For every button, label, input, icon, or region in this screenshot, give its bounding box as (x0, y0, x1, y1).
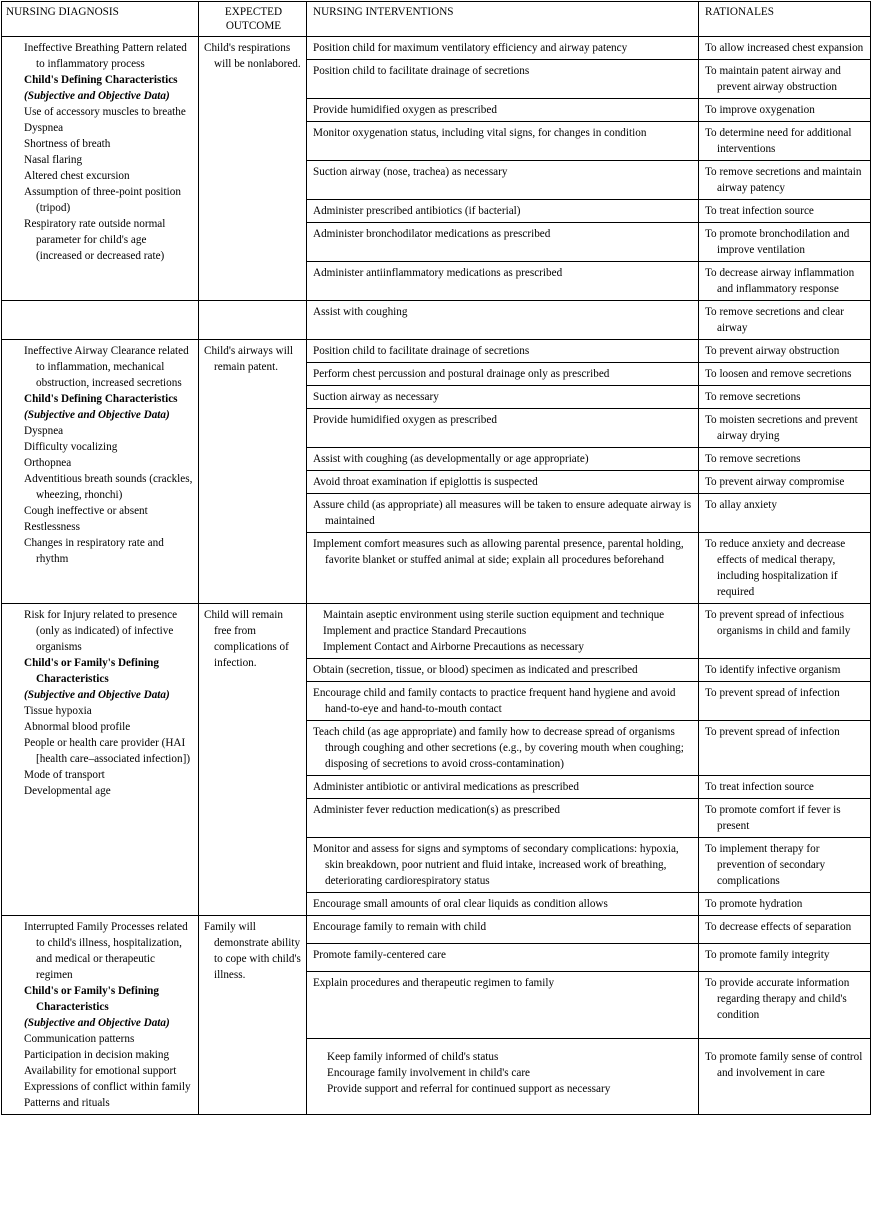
rationale-cell (699, 916, 871, 944)
dc-item: Dyspnea (24, 122, 64, 134)
intervention-text: Assure child (as appropriate) all measures will be taken to ensure adequate airway is maintained (313, 499, 692, 527)
dc-item: Orthopnea (24, 457, 72, 469)
rationale-cell (699, 37, 871, 60)
rationale-text: To promote family sense of control and involvement in care (705, 1051, 863, 1080)
rationale-text: To treat infection source (705, 781, 814, 793)
empty-cell (2, 301, 199, 340)
rationale-text: To promote family integrity (705, 949, 830, 962)
rationale-text: To treat infection source (705, 205, 814, 217)
rationale-cell (699, 604, 871, 659)
rationale-cell (699, 838, 871, 893)
dc-item: Dyspnea (24, 425, 64, 437)
table-row (2, 301, 871, 340)
rationale-cell (699, 1039, 871, 1115)
outcome-text: Child's respirations will be nonlabored. (204, 42, 301, 70)
rationale-cell (699, 682, 871, 721)
intervention-cell (307, 386, 699, 409)
diagnosis-cell (2, 340, 199, 604)
header-interventions: NURSING INTERVENTIONS (307, 2, 699, 37)
intervention-text: Provide humidified oxygen as prescribed (313, 414, 497, 426)
table-row (2, 340, 871, 363)
intervention-text: Obtain (secretion, tissue, or blood) specimen as indicated and prescribed (313, 664, 638, 676)
dc-item: Respiratory rate outside normal parameter for child's age (increased or decreased rate) (24, 218, 166, 262)
rationale-text: To improve oxygenation (705, 104, 815, 116)
diagnosis-title: Interrupted Family Processes related to child's illness, hospitalization, and medical or therapeutic regimen (24, 921, 188, 981)
dc-sub: (Subjective and Objective Data) (24, 409, 170, 421)
intervention-cell (307, 223, 699, 262)
outcome-cell (199, 340, 307, 604)
dc-item: Use of accessory muscles to breathe (24, 106, 186, 118)
rationale-text: To decrease effects of separation (705, 921, 852, 933)
header-rationales: RATIONALES (699, 2, 871, 37)
rationale-text: To promote comfort if fever is present (705, 804, 841, 832)
intervention-cell (307, 301, 699, 340)
intervention-text: Implement comfort measures such as allowing parental presence, parental holding, favorite blanket or stuffed animal at side; explain all procedures beforehand (313, 538, 684, 566)
rationale-cell (699, 122, 871, 161)
rationale-text: To loosen and remove secretions (705, 368, 852, 380)
rationale-text: To remove secretions and clear airway (705, 306, 844, 334)
intervention-subitem: Encourage family involvement in child's care (327, 1067, 531, 1080)
nursing-care-plan-table (1, 1, 871, 1115)
dc-item: Nasal flaring (24, 154, 83, 166)
intervention-cell (307, 200, 699, 223)
intervention-text: Assist with coughing (as developmentally or age appropriate) (313, 453, 589, 465)
rationale-cell (699, 972, 871, 1039)
dc-item: Developmental age (24, 785, 111, 797)
intervention-cell (307, 604, 699, 659)
rationale-cell (699, 776, 871, 799)
intervention-cell (307, 340, 699, 363)
intervention-cell (307, 916, 699, 944)
intervention-text: Encourage small amounts of oral clear liquids as condition allows (313, 898, 608, 910)
diagnosis-title: Ineffective Breathing Pattern related to inflammatory process (24, 42, 187, 70)
intervention-text: Perform chest percussion and postural drainage only as prescribed (313, 368, 610, 380)
intervention-cell (307, 944, 699, 972)
rationale-cell (699, 721, 871, 776)
rationale-text: To implement therapy for prevention of secondary complications (705, 843, 826, 887)
rationale-cell (699, 494, 871, 533)
intervention-subitem: Implement Contact and Airborne Precautions as necessary (323, 641, 584, 653)
outcome-text: Child will remain free from complications of infection. (204, 609, 289, 669)
rationale-text: To remove secretions (705, 391, 801, 403)
intervention-text: Administer prescribed antibiotics (if bacterial) (313, 205, 521, 217)
intervention-text: Suction airway as necessary (313, 391, 439, 403)
diagnosis-cell (2, 916, 199, 1115)
rationale-text: To prevent spread of infectious organisms in child and family (705, 609, 851, 637)
rationale-text: To remove secretions (705, 453, 801, 465)
rationale-text: To maintain patent airway and prevent airway obstruction (705, 65, 841, 93)
intervention-cell (307, 838, 699, 893)
intervention-subitem: Maintain aseptic environment using sterile suction equipment and technique (323, 609, 665, 621)
rationale-text: To decrease airway inflammation and inflammatory response (705, 267, 855, 295)
intervention-cell (307, 262, 699, 301)
dc-item: Patterns and rituals (24, 1097, 110, 1109)
intervention-cell (307, 721, 699, 776)
intervention-text: Encourage child and family contacts to practice frequent hand hygiene and avoid hand-to-eye and hand-to-mouth contact (313, 687, 676, 715)
empty-cell (199, 301, 307, 340)
dc-item: Cough ineffective or absent (24, 505, 148, 517)
rationale-cell (699, 799, 871, 838)
intervention-text: Teach child (as age appropriate) and family how to decrease spread of organisms through coughing and other secretions (e.g., by covering mouth when coughing; disposing of secretions to avoid cross-contamination) (313, 726, 684, 770)
table-row (2, 604, 871, 659)
dc-item: Difficulty vocalizing (24, 441, 118, 453)
intervention-text: Position child to facilitate drainage of secretions (313, 345, 530, 357)
intervention-cell (307, 893, 699, 916)
dc-item: Availability for emotional support (24, 1065, 177, 1077)
header-row (2, 2, 871, 37)
intervention-cell (307, 659, 699, 682)
rationale-text: To prevent airway obstruction (705, 345, 840, 357)
header-diagnosis: NURSING DIAGNOSIS (2, 2, 199, 37)
intervention-cell (307, 99, 699, 122)
rationale-text: To moisten secretions and prevent airway drying (705, 414, 858, 442)
rationale-cell (699, 363, 871, 386)
intervention-cell (307, 799, 699, 838)
intervention-cell (307, 533, 699, 604)
intervention-text: Administer fever reduction medication(s) as prescribed (313, 804, 560, 816)
intervention-cell (307, 409, 699, 448)
dc-item: Changes in respiratory rate and rhythm (24, 537, 164, 565)
rationale-cell (699, 340, 871, 363)
dc-sub: (Subjective and Objective Data) (24, 689, 170, 701)
dc-item: Communication patterns (24, 1033, 135, 1045)
table-row (2, 37, 871, 60)
rationale-cell (699, 223, 871, 262)
dc-label: Child's Defining Characteristics (24, 393, 178, 405)
intervention-text: Promote family-centered care (313, 949, 446, 962)
rationale-text: To promote hydration (705, 898, 803, 910)
rationale-cell (699, 60, 871, 99)
table-row (2, 916, 871, 944)
rationale-cell (699, 471, 871, 494)
dc-item: Abnormal blood profile (24, 721, 131, 733)
rationale-cell (699, 448, 871, 471)
rationale-cell (699, 659, 871, 682)
rationale-cell (699, 200, 871, 223)
rationale-cell (699, 386, 871, 409)
intervention-cell (307, 972, 699, 1039)
rationale-cell (699, 262, 871, 301)
rationale-text: To allow increased chest expansion (705, 42, 864, 54)
dc-item: Shortness of breath (24, 138, 111, 150)
outcome-cell (199, 916, 307, 1115)
intervention-cell (307, 471, 699, 494)
intervention-text: Position child for maximum ventilatory efficiency and airway patency (313, 42, 628, 54)
intervention-cell (307, 776, 699, 799)
intervention-cell (307, 363, 699, 386)
rationale-text: To determine need for additional interventions (705, 127, 852, 155)
dc-label: Child's Defining Characteristics (24, 74, 178, 86)
rationale-cell (699, 161, 871, 200)
rationale-text: To prevent spread of infection (705, 726, 840, 738)
rationale-text: To prevent spread of infection (705, 687, 840, 699)
rationale-text: To reduce anxiety and decrease effects of medical therapy, including hospitalization if required (705, 538, 846, 598)
intervention-cell (307, 60, 699, 99)
outcome-text: Child's airways will remain patent. (204, 345, 294, 373)
rationale-cell (699, 409, 871, 448)
dc-label: Child's or Family's Defining Characteristics (24, 657, 159, 685)
rationale-text: To prevent airway compromise (705, 476, 845, 488)
intervention-cell (307, 37, 699, 60)
dc-item: People or health care provider (HAI [health care–associated infection]) (24, 737, 191, 765)
rationale-text: To provide accurate information regarding therapy and child's condition (705, 977, 850, 1022)
rationale-cell (699, 99, 871, 122)
rationale-text: To identify infective organism (705, 664, 841, 676)
dc-item: Participation in decision making (24, 1049, 170, 1061)
outcome-cell (199, 37, 307, 301)
rationale-text: To allay anxiety (705, 499, 777, 511)
intervention-cell (307, 494, 699, 533)
rationale-cell (699, 893, 871, 916)
intervention-cell (307, 682, 699, 721)
dc-item: Tissue hypoxia (24, 705, 92, 717)
intervention-subitem: Keep family informed of child's status (327, 1051, 499, 1064)
intervention-cell (307, 122, 699, 161)
dc-item: Adventitious breath sounds (crackles, wheezing, rhonchi) (24, 473, 193, 501)
rationale-cell (699, 301, 871, 340)
intervention-cell (307, 448, 699, 471)
dc-sub: (Subjective and Objective Data) (24, 1017, 170, 1029)
intervention-text: Monitor oxygenation status, including vital signs, for changes in condition (313, 127, 647, 139)
dc-label: Child's or Family's Defining Characteristics (24, 985, 159, 1013)
header-outcome: EXPECTED OUTCOME (199, 2, 307, 37)
outcome-text: Family will demonstrate ability to cope with child's illness. (204, 921, 301, 981)
intervention-text: Explain procedures and therapeutic regimen to family (313, 977, 555, 990)
intervention-text: Administer bronchodilator medications as prescribed (313, 228, 551, 240)
rationale-text: To promote bronchodilation and improve ventilation (705, 228, 850, 256)
dc-item: Assumption of three-point position (tripod) (24, 186, 181, 214)
diagnosis-title: Risk for Injury related to presence (only as indicated) of infective organisms (24, 609, 178, 653)
intervention-text: Administer antibiotic or antiviral medications as prescribed (313, 781, 579, 793)
diagnosis-cell (2, 37, 199, 301)
rationale-text: To remove secretions and maintain airway patency (705, 166, 862, 194)
dc-item: Altered chest excursion (24, 170, 130, 182)
diagnosis-cell (2, 604, 199, 916)
intervention-text: Administer antiinflammatory medications as prescribed (313, 267, 563, 279)
dc-item: Mode of transport (24, 769, 105, 781)
intervention-text: Position child to facilitate drainage of secretions (313, 65, 530, 77)
intervention-subitem: Implement and practice Standard Precautions (323, 625, 527, 637)
dc-sub: (Subjective and Objective Data) (24, 90, 170, 102)
outcome-cell (199, 604, 307, 916)
dc-item: Restlessness (24, 521, 80, 533)
intervention-text: Monitor and assess for signs and symptoms of secondary complications: hypoxia, skin breakdown, poor nutrient and fluid intake, increased work of breathing, deteriorating cardiorespiratory status (313, 843, 679, 887)
intervention-cell (307, 1039, 699, 1115)
diagnosis-title: Ineffective Airway Clearance related to inflammation, mechanical obstruction, increased secretions (24, 345, 189, 389)
intervention-cell (307, 161, 699, 200)
intervention-text: Avoid throat examination if epiglottis is suspected (313, 476, 538, 488)
rationale-cell (699, 533, 871, 604)
intervention-text: Provide humidified oxygen as prescribed (313, 104, 497, 116)
intervention-text: Suction airway (nose, trachea) as necessary (313, 166, 508, 178)
intervention-text: Assist with coughing (313, 306, 408, 318)
intervention-subitem: Provide support and referral for continued support as necessary (327, 1083, 611, 1096)
intervention-text: Encourage family to remain with child (313, 921, 487, 933)
rationale-cell (699, 944, 871, 972)
dc-item: Expressions of conflict within family (24, 1081, 191, 1093)
